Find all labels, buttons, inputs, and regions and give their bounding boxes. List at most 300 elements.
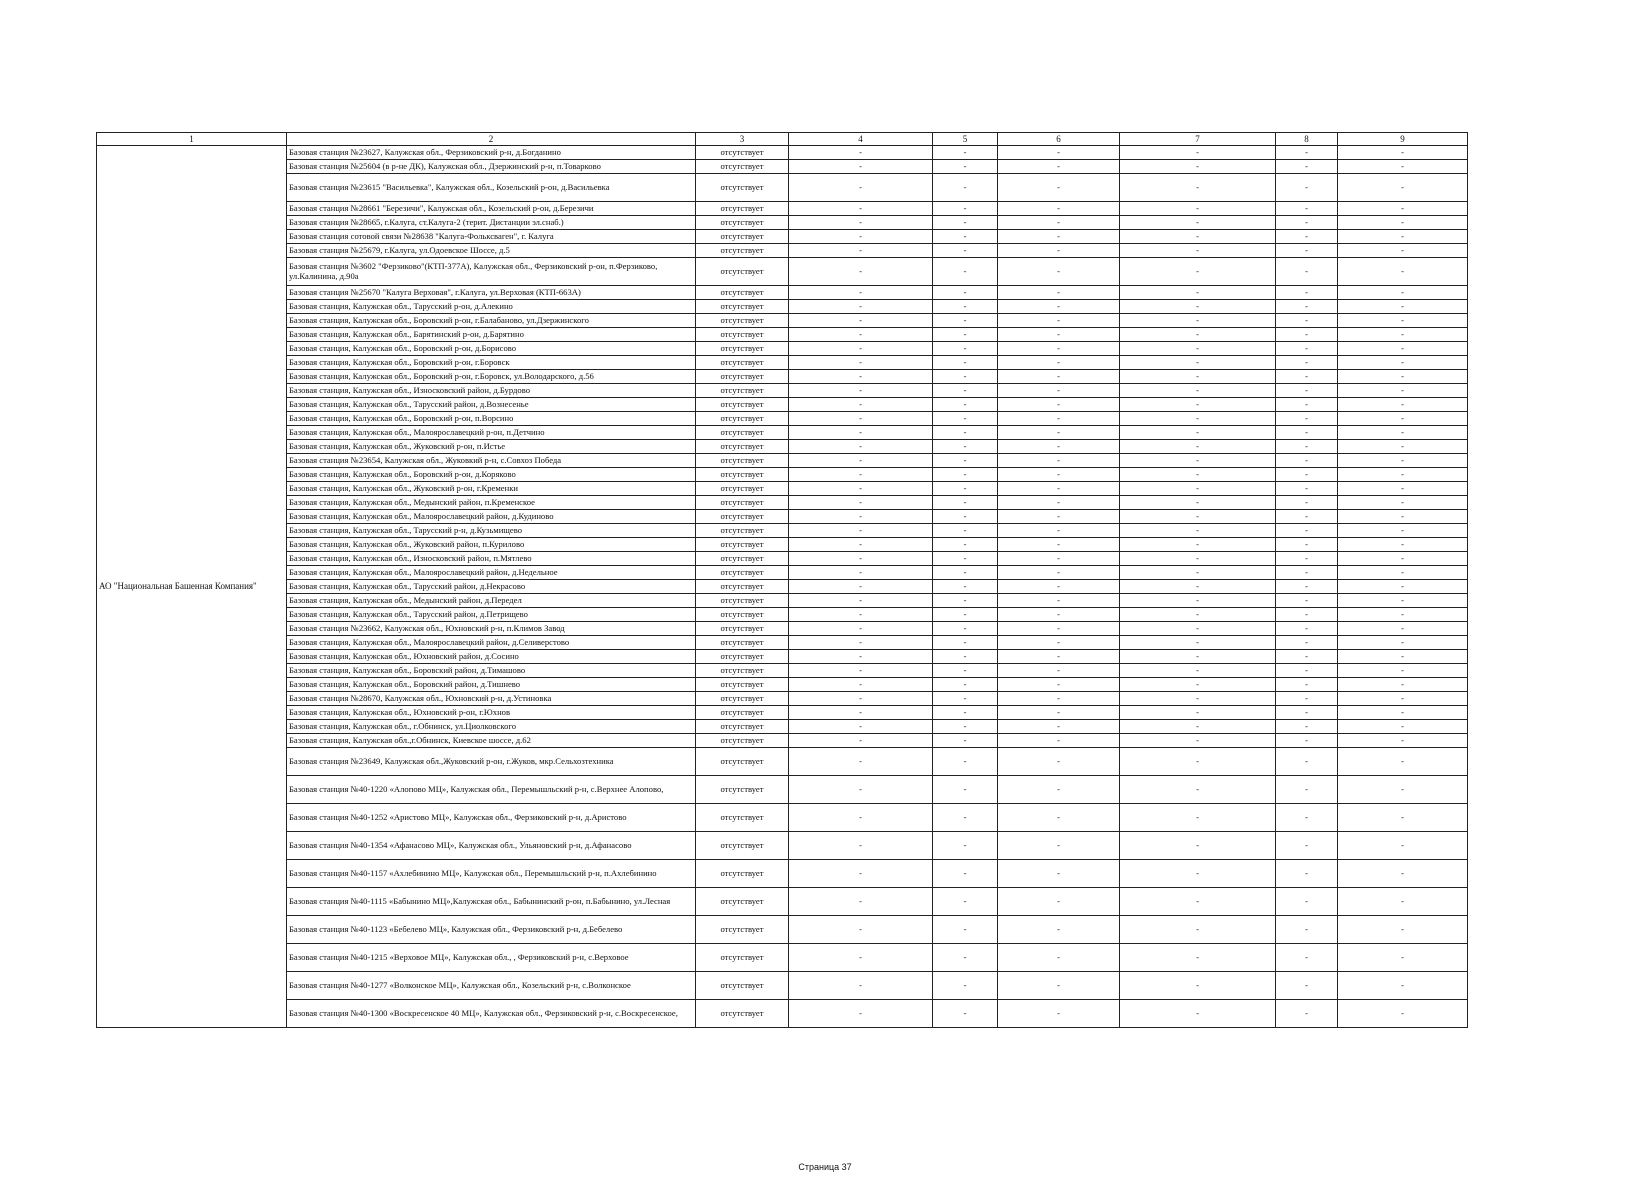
- empty-value-cell: -: [998, 300, 1120, 314]
- empty-value-cell: -: [1338, 972, 1468, 1000]
- empty-value-cell: -: [933, 468, 998, 482]
- station-name-cell: Базовая станция, Калужская обл., Медынский район, д.Передел: [287, 594, 696, 608]
- table-row: [97, 608, 1468, 622]
- status-cell: отсутствует: [696, 356, 789, 370]
- empty-value-cell: -: [1276, 594, 1338, 608]
- table-row: [97, 832, 1468, 860]
- empty-value-cell: -: [998, 944, 1120, 972]
- empty-value-cell: -: [1120, 230, 1276, 244]
- station-name-cell: Базовая станция, Калужская обл., Износковский район, д.Бурдово: [287, 384, 696, 398]
- station-name-cell: Базовая станция, Калужская обл., Юхновский район, д.Сосино: [287, 650, 696, 664]
- table-row: [97, 1000, 1468, 1028]
- empty-value-cell: -: [789, 370, 933, 384]
- empty-value-cell: -: [998, 258, 1120, 286]
- empty-value-cell: -: [933, 300, 998, 314]
- empty-value-cell: -: [1338, 650, 1468, 664]
- table-row: [97, 944, 1468, 972]
- empty-value-cell: -: [933, 160, 998, 174]
- station-name-cell: Базовая станция №40-1157 «Ахлебинино МЦ», Калужская обл., Перемышльский р-н, п.Ахлебинино: [287, 860, 696, 888]
- empty-value-cell: -: [1120, 216, 1276, 230]
- empty-value-cell: -: [1120, 524, 1276, 538]
- station-name-cell: Базовая станция, Калужская обл., Боровский район, д.Тишнево: [287, 678, 696, 692]
- empty-value-cell: -: [1276, 664, 1338, 678]
- status-cell: отсутствует: [696, 202, 789, 216]
- empty-value-cell: -: [1120, 482, 1276, 496]
- empty-value-cell: -: [998, 524, 1120, 538]
- empty-value-cell: -: [789, 510, 933, 524]
- empty-value-cell: -: [998, 888, 1120, 916]
- status-cell: отсутствует: [696, 888, 789, 916]
- empty-value-cell: -: [998, 440, 1120, 454]
- empty-value-cell: -: [998, 496, 1120, 510]
- empty-value-cell: -: [998, 552, 1120, 566]
- station-name-cell: Базовая станция, Калужская обл., Медынский район, п.Кременское: [287, 496, 696, 510]
- empty-value-cell: -: [933, 510, 998, 524]
- empty-value-cell: -: [933, 370, 998, 384]
- status-cell: отсутствует: [696, 468, 789, 482]
- empty-value-cell: -: [789, 496, 933, 510]
- table-row: [97, 286, 1468, 300]
- empty-value-cell: -: [1276, 146, 1338, 160]
- empty-value-cell: -: [1276, 706, 1338, 720]
- status-cell: отсутствует: [696, 580, 789, 594]
- station-name-cell: Базовая станция №28670, Калужская обл., Юхновский р-н, д.Устиновка: [287, 692, 696, 706]
- station-name-cell: Базовая станция №25670 "Калуга Верховая", г.Калуга, ул.Верховая (КТП-663А): [287, 286, 696, 300]
- status-cell: отсутствует: [696, 328, 789, 342]
- empty-value-cell: -: [933, 146, 998, 160]
- empty-value-cell: -: [789, 384, 933, 398]
- empty-value-cell: -: [789, 692, 933, 706]
- empty-value-cell: -: [933, 314, 998, 328]
- table-row: [97, 244, 1468, 258]
- status-cell: отсутствует: [696, 454, 789, 468]
- empty-value-cell: -: [1338, 468, 1468, 482]
- station-name-cell: Базовая станция №23654, Калужская обл., Жуковкий р-н, с.Совхоз Победа: [287, 454, 696, 468]
- empty-value-cell: -: [998, 412, 1120, 426]
- empty-value-cell: -: [1120, 650, 1276, 664]
- station-name-cell: Базовая станция, Калужская обл., Малоярославецкий район, д.Недельное: [287, 566, 696, 580]
- empty-value-cell: -: [933, 440, 998, 454]
- empty-value-cell: -: [1338, 426, 1468, 440]
- empty-value-cell: -: [1276, 524, 1338, 538]
- empty-value-cell: -: [789, 622, 933, 636]
- empty-value-cell: -: [933, 622, 998, 636]
- empty-value-cell: -: [789, 342, 933, 356]
- empty-value-cell: -: [1120, 342, 1276, 356]
- empty-value-cell: -: [1338, 580, 1468, 594]
- empty-value-cell: -: [789, 454, 933, 468]
- empty-value-cell: -: [1276, 440, 1338, 454]
- empty-value-cell: -: [789, 832, 933, 860]
- empty-value-cell: -: [1120, 454, 1276, 468]
- empty-value-cell: -: [1276, 636, 1338, 650]
- table-row: [97, 720, 1468, 734]
- empty-value-cell: -: [789, 944, 933, 972]
- empty-value-cell: -: [933, 258, 998, 286]
- empty-value-cell: -: [1338, 804, 1468, 832]
- empty-value-cell: -: [1276, 650, 1338, 664]
- empty-value-cell: -: [1338, 412, 1468, 426]
- empty-value-cell: -: [1276, 608, 1338, 622]
- empty-value-cell: -: [998, 174, 1120, 202]
- table-row: [97, 440, 1468, 454]
- empty-value-cell: -: [1338, 244, 1468, 258]
- empty-value-cell: -: [998, 720, 1120, 734]
- empty-value-cell: -: [1276, 510, 1338, 524]
- empty-value-cell: -: [1276, 804, 1338, 832]
- empty-value-cell: -: [789, 580, 933, 594]
- empty-value-cell: -: [1338, 692, 1468, 706]
- empty-value-cell: -: [789, 860, 933, 888]
- empty-value-cell: -: [1338, 258, 1468, 286]
- empty-value-cell: -: [998, 342, 1120, 356]
- table-row: [97, 202, 1468, 216]
- table-row: [97, 972, 1468, 1000]
- empty-value-cell: -: [1276, 384, 1338, 398]
- empty-value-cell: -: [1338, 622, 1468, 636]
- empty-value-cell: -: [1120, 706, 1276, 720]
- empty-value-cell: -: [1120, 384, 1276, 398]
- table-row: [97, 748, 1468, 776]
- empty-value-cell: -: [1338, 888, 1468, 916]
- empty-value-cell: -: [933, 748, 998, 776]
- empty-value-cell: -: [1338, 720, 1468, 734]
- empty-value-cell: -: [933, 202, 998, 216]
- station-name-cell: Базовая станция №40-1277 «Волконское МЦ», Калужская обл., Козельский р-н, с.Волконское: [287, 972, 696, 1000]
- status-cell: отсутствует: [696, 286, 789, 300]
- empty-value-cell: -: [1120, 720, 1276, 734]
- empty-value-cell: -: [1120, 314, 1276, 328]
- station-name-cell: Базовая станция №23627, Калужская обл., Ферзиковский р-н, д.Богданино: [287, 146, 696, 160]
- empty-value-cell: -: [789, 398, 933, 412]
- status-cell: отсутствует: [696, 524, 789, 538]
- empty-value-cell: -: [1276, 356, 1338, 370]
- station-name-cell: Базовая станция, Калужская обл., Тарусский р-он, д.Алекино: [287, 300, 696, 314]
- status-cell: отсутствует: [696, 244, 789, 258]
- empty-value-cell: -: [789, 468, 933, 482]
- empty-value-cell: -: [1276, 258, 1338, 286]
- empty-value-cell: -: [1120, 468, 1276, 482]
- table-row: [97, 230, 1468, 244]
- table-row: [97, 328, 1468, 342]
- empty-value-cell: -: [1338, 748, 1468, 776]
- empty-value-cell: -: [789, 160, 933, 174]
- empty-value-cell: -: [998, 972, 1120, 1000]
- station-name-cell: Базовая станция №40-1300 «Воскресенское 40 МЦ», Калужская обл., Ферзиковский р-н, с.Воскресенское,: [287, 1000, 696, 1028]
- empty-value-cell: -: [998, 384, 1120, 398]
- station-name-cell: Базовая станция, Калужская обл., Боровский р-он, г.Боровск, ул.Володарского, д.56: [287, 370, 696, 384]
- empty-value-cell: -: [933, 580, 998, 594]
- status-cell: отсутствует: [696, 398, 789, 412]
- empty-value-cell: -: [1120, 776, 1276, 804]
- empty-value-cell: -: [1338, 916, 1468, 944]
- column-header-6: 6: [998, 133, 1120, 146]
- station-name-cell: Базовая станция, Калужская обл., Малоярославецкий р-он, п.Детчино: [287, 426, 696, 440]
- empty-value-cell: -: [933, 608, 998, 622]
- station-name-cell: Базовая станция, Калужская обл., Тарусский район, д.Петрищево: [287, 608, 696, 622]
- empty-value-cell: -: [789, 230, 933, 244]
- empty-value-cell: -: [1338, 328, 1468, 342]
- station-name-cell: Базовая станция, Калужская обл., Барятинский р-он, д.Барятино: [287, 328, 696, 342]
- empty-value-cell: -: [933, 552, 998, 566]
- table-row: [97, 216, 1468, 230]
- empty-value-cell: -: [1120, 664, 1276, 678]
- empty-value-cell: -: [1120, 160, 1276, 174]
- empty-value-cell: -: [933, 174, 998, 202]
- status-cell: отсутствует: [696, 1000, 789, 1028]
- empty-value-cell: -: [933, 888, 998, 916]
- empty-value-cell: -: [1120, 258, 1276, 286]
- empty-value-cell: -: [789, 174, 933, 202]
- empty-value-cell: -: [933, 776, 998, 804]
- empty-value-cell: -: [789, 202, 933, 216]
- status-cell: отсутствует: [696, 832, 789, 860]
- empty-value-cell: -: [933, 720, 998, 734]
- status-cell: отсутствует: [696, 608, 789, 622]
- empty-value-cell: -: [1338, 398, 1468, 412]
- status-cell: отсутствует: [696, 552, 789, 566]
- status-cell: отсутствует: [696, 342, 789, 356]
- table-row: [97, 496, 1468, 510]
- empty-value-cell: -: [998, 314, 1120, 328]
- status-cell: отсутствует: [696, 748, 789, 776]
- station-name-cell: Базовая станция, Калужская обл., Тарусский район, д.Вознесенье: [287, 398, 696, 412]
- empty-value-cell: -: [1276, 342, 1338, 356]
- empty-value-cell: -: [789, 678, 933, 692]
- empty-value-cell: -: [933, 678, 998, 692]
- empty-value-cell: -: [1120, 496, 1276, 510]
- status-cell: отсутствует: [696, 146, 789, 160]
- status-cell: отсутствует: [696, 678, 789, 692]
- empty-value-cell: -: [933, 524, 998, 538]
- station-name-cell: Базовая станция, Калужская обл., Тарусский р-н, д.Кузьмищево: [287, 524, 696, 538]
- empty-value-cell: -: [1120, 888, 1276, 916]
- empty-value-cell: -: [789, 314, 933, 328]
- page-number: Страница 37: [798, 1162, 852, 1172]
- empty-value-cell: -: [789, 776, 933, 804]
- empty-value-cell: -: [1338, 286, 1468, 300]
- empty-value-cell: -: [1120, 692, 1276, 706]
- empty-value-cell: -: [1338, 832, 1468, 860]
- empty-value-cell: -: [998, 454, 1120, 468]
- table-row: [97, 524, 1468, 538]
- table-row: [97, 384, 1468, 398]
- empty-value-cell: -: [789, 482, 933, 496]
- empty-value-cell: -: [789, 748, 933, 776]
- empty-value-cell: -: [789, 608, 933, 622]
- empty-value-cell: -: [789, 888, 933, 916]
- empty-value-cell: -: [1338, 734, 1468, 748]
- status-cell: отсутствует: [696, 692, 789, 706]
- table-row: [97, 356, 1468, 370]
- empty-value-cell: -: [998, 916, 1120, 944]
- empty-value-cell: -: [1120, 734, 1276, 748]
- empty-value-cell: -: [1276, 720, 1338, 734]
- empty-value-cell: -: [1276, 916, 1338, 944]
- column-header-4: 4: [789, 133, 933, 146]
- empty-value-cell: -: [1276, 972, 1338, 1000]
- empty-value-cell: -: [1120, 174, 1276, 202]
- empty-value-cell: -: [1120, 580, 1276, 594]
- empty-value-cell: -: [1338, 706, 1468, 720]
- empty-value-cell: -: [933, 650, 998, 664]
- table-row: [97, 860, 1468, 888]
- table-row: [97, 370, 1468, 384]
- empty-value-cell: -: [998, 510, 1120, 524]
- empty-value-cell: -: [933, 244, 998, 258]
- empty-value-cell: -: [1120, 412, 1276, 426]
- column-header-7: 7: [1120, 133, 1276, 146]
- empty-value-cell: -: [1276, 538, 1338, 552]
- table-row: [97, 650, 1468, 664]
- empty-value-cell: -: [933, 356, 998, 370]
- empty-value-cell: -: [933, 538, 998, 552]
- empty-value-cell: -: [998, 286, 1120, 300]
- empty-value-cell: -: [998, 734, 1120, 748]
- table-row: [97, 510, 1468, 524]
- empty-value-cell: -: [1276, 734, 1338, 748]
- empty-value-cell: -: [933, 342, 998, 356]
- table-row: [97, 734, 1468, 748]
- empty-value-cell: -: [1120, 328, 1276, 342]
- empty-value-cell: -: [1276, 566, 1338, 580]
- column-header-9: 9: [1338, 133, 1468, 146]
- empty-value-cell: -: [998, 594, 1120, 608]
- table-row: [97, 412, 1468, 426]
- empty-value-cell: -: [789, 538, 933, 552]
- empty-value-cell: -: [1276, 832, 1338, 860]
- status-cell: отсутствует: [696, 664, 789, 678]
- station-name-cell: Базовая станция №40-1220 «Алопово МЦ», Калужская обл., Перемышльский р-н, с.Верхнее Алопово,: [287, 776, 696, 804]
- empty-value-cell: -: [1338, 552, 1468, 566]
- empty-value-cell: -: [998, 356, 1120, 370]
- station-name-cell: Базовая станция, Калужская обл., г.Обнинск, ул.Циолковского: [287, 720, 696, 734]
- empty-value-cell: -: [1338, 510, 1468, 524]
- empty-value-cell: -: [998, 426, 1120, 440]
- status-cell: отсутствует: [696, 230, 789, 244]
- empty-value-cell: -: [1338, 664, 1468, 678]
- empty-value-cell: -: [998, 230, 1120, 244]
- empty-value-cell: -: [998, 622, 1120, 636]
- empty-value-cell: -: [998, 538, 1120, 552]
- empty-value-cell: -: [998, 692, 1120, 706]
- status-cell: отсутствует: [696, 510, 789, 524]
- empty-value-cell: -: [998, 398, 1120, 412]
- status-cell: отсутствует: [696, 706, 789, 720]
- status-cell: отсутствует: [696, 804, 789, 832]
- empty-value-cell: -: [1276, 286, 1338, 300]
- empty-value-cell: -: [789, 636, 933, 650]
- empty-value-cell: -: [1338, 860, 1468, 888]
- empty-value-cell: -: [1338, 524, 1468, 538]
- empty-value-cell: -: [933, 328, 998, 342]
- empty-value-cell: -: [1338, 216, 1468, 230]
- table-row: [97, 664, 1468, 678]
- station-name-cell: Базовая станция, Калужская обл., Износковский район, п.Мятлево: [287, 552, 696, 566]
- table-row: [97, 622, 1468, 636]
- empty-value-cell: -: [933, 804, 998, 832]
- empty-value-cell: -: [789, 258, 933, 286]
- empty-value-cell: -: [933, 286, 998, 300]
- empty-value-cell: -: [998, 216, 1120, 230]
- empty-value-cell: -: [998, 636, 1120, 650]
- station-name-cell: Базовая станция №3602 "Ферзиково"(КТП-377А), Калужская обл., Ферзиковский р-он, п.Ферзиково, ул.Калинина, д.90а: [287, 258, 696, 286]
- empty-value-cell: -: [933, 692, 998, 706]
- empty-value-cell: -: [933, 860, 998, 888]
- table-row: [97, 174, 1468, 202]
- table-row: [97, 552, 1468, 566]
- station-name-cell: Базовая станция, Калужская обл., Боровский р-он, п.Ворсино: [287, 412, 696, 426]
- empty-value-cell: -: [1120, 426, 1276, 440]
- empty-value-cell: -: [1276, 692, 1338, 706]
- empty-value-cell: -: [933, 916, 998, 944]
- table-row: [97, 916, 1468, 944]
- status-cell: отсутствует: [696, 384, 789, 398]
- empty-value-cell: -: [789, 720, 933, 734]
- empty-value-cell: -: [1120, 916, 1276, 944]
- empty-value-cell: -: [1120, 286, 1276, 300]
- column-number-header-row: [97, 133, 1468, 146]
- empty-value-cell: -: [1338, 594, 1468, 608]
- empty-value-cell: -: [789, 146, 933, 160]
- status-cell: отсутствует: [696, 650, 789, 664]
- empty-value-cell: -: [1276, 454, 1338, 468]
- table-row: [97, 692, 1468, 706]
- empty-value-cell: -: [1276, 580, 1338, 594]
- station-name-cell: Базовая станция, Калужская обл., Боровский р-он, д.Коряково: [287, 468, 696, 482]
- empty-value-cell: -: [1338, 636, 1468, 650]
- empty-value-cell: -: [998, 580, 1120, 594]
- empty-value-cell: -: [1120, 300, 1276, 314]
- empty-value-cell: -: [933, 944, 998, 972]
- empty-value-cell: -: [1338, 944, 1468, 972]
- empty-value-cell: -: [1276, 552, 1338, 566]
- empty-value-cell: -: [789, 804, 933, 832]
- station-name-cell: Базовая станция №28661 "Березичи", Калужская обл., Козельский р-он, д.Березичи: [287, 202, 696, 216]
- table-body: [97, 146, 1468, 1028]
- empty-value-cell: -: [1276, 622, 1338, 636]
- empty-value-cell: -: [933, 636, 998, 650]
- table-row: [97, 804, 1468, 832]
- empty-value-cell: -: [933, 972, 998, 1000]
- status-cell: отсутствует: [696, 972, 789, 1000]
- station-name-cell: Базовая станция, Калужская обл., Боровский район, д.Тимашово: [287, 664, 696, 678]
- empty-value-cell: -: [933, 734, 998, 748]
- station-name-cell: Базовая станция №28665, г.Калуга, ст.Калуга-2 (терит. Дистанции эл.снаб.): [287, 216, 696, 230]
- station-name-cell: Базовая станция, Калужская обл., Малоярославецкий район, д.Селиверстово: [287, 636, 696, 650]
- empty-value-cell: -: [1276, 230, 1338, 244]
- empty-value-cell: -: [1338, 146, 1468, 160]
- empty-value-cell: -: [998, 650, 1120, 664]
- empty-value-cell: -: [789, 1000, 933, 1028]
- empty-value-cell: -: [789, 916, 933, 944]
- empty-value-cell: -: [1276, 160, 1338, 174]
- station-name-cell: Базовая станция, Калужская обл., Малоярославецкий район, д.Кудиново: [287, 510, 696, 524]
- table-row: [97, 160, 1468, 174]
- empty-value-cell: -: [998, 370, 1120, 384]
- table-row: [97, 300, 1468, 314]
- empty-value-cell: -: [1338, 538, 1468, 552]
- column-header-3: 3: [696, 133, 789, 146]
- empty-value-cell: -: [789, 216, 933, 230]
- empty-value-cell: -: [1120, 370, 1276, 384]
- empty-value-cell: -: [933, 454, 998, 468]
- status-cell: отсутствует: [696, 426, 789, 440]
- empty-value-cell: -: [1338, 454, 1468, 468]
- table-row: [97, 580, 1468, 594]
- empty-value-cell: -: [1338, 342, 1468, 356]
- empty-value-cell: -: [789, 244, 933, 258]
